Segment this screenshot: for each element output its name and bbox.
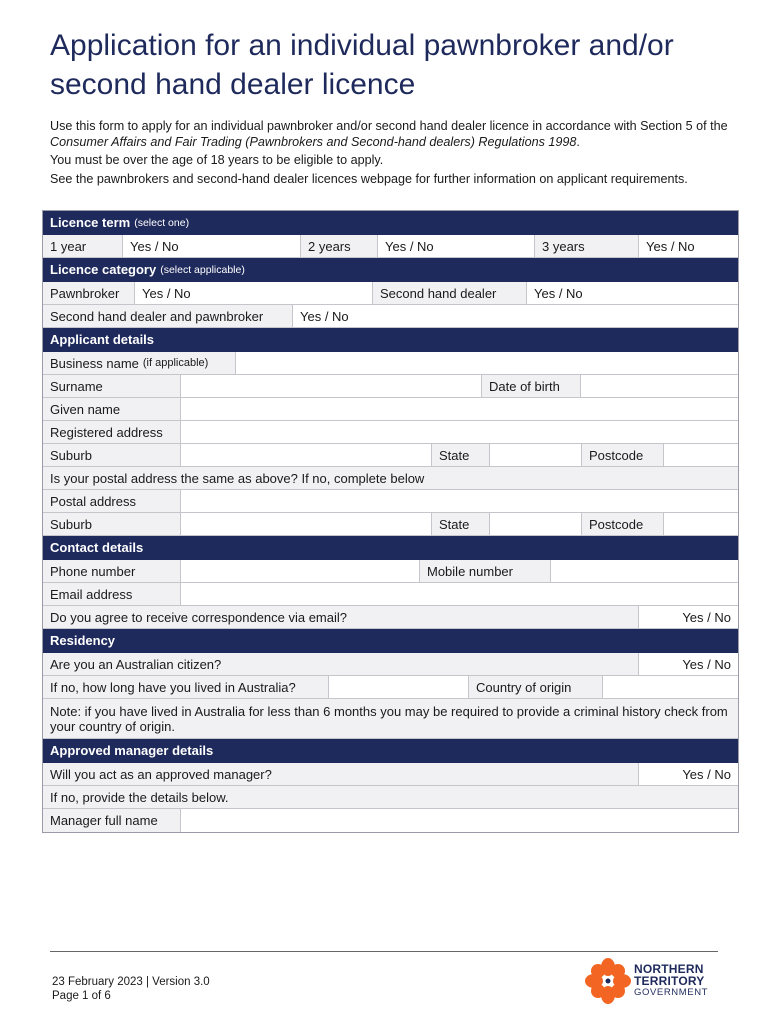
- desert-rose-icon: [584, 957, 632, 1005]
- business-name-field[interactable]: [236, 352, 738, 374]
- email-row: [43, 583, 738, 606]
- logo-line: NORTHERN: [634, 962, 704, 976]
- suburb-label: Suburb: [43, 444, 181, 466]
- section-header-manager: [43, 739, 738, 763]
- intro-text-part: Use this form to apply for an individual pawnbroker and/or second hand dealer licence in accordance with Section 5 of the: [50, 119, 728, 133]
- section-header-licence-category: [43, 258, 738, 282]
- postal-question-label: Is your postal address the same as above? If no, complete below: [43, 467, 738, 489]
- phone-number-label: Phone number: [43, 560, 181, 582]
- postal-state-label: State: [432, 513, 490, 535]
- term-3-years-label: 3 years: [535, 235, 639, 257]
- licence-category-row: [43, 282, 738, 305]
- postal-suburb-label: Suburb: [43, 513, 181, 535]
- postcode-field[interactable]: [664, 444, 738, 466]
- manager-name-row: [43, 809, 738, 832]
- phone-number-field[interactable]: [181, 560, 420, 582]
- residency-duration-row: [43, 676, 738, 699]
- postcode-label: Postcode: [582, 444, 664, 466]
- manager-full-name-field[interactable]: [181, 809, 738, 832]
- surname-field[interactable]: [181, 375, 482, 397]
- postal-suburb-row: [43, 513, 738, 536]
- citizen-choice[interactable]: Yes / No: [682, 656, 731, 672]
- regulation-name: Consumer Affairs and Fair Trading (Pawnbrokers and Second-hand dealers) Regulations 1998: [50, 134, 577, 149]
- section-header-applicant: [43, 328, 738, 352]
- intro-text: [50, 119, 730, 190]
- given-name-row: [43, 398, 738, 421]
- licence-term-row: [43, 235, 738, 258]
- manager-instruction-row: [43, 786, 738, 809]
- field-sublabel: (if applicable): [142, 357, 209, 369]
- email-address-field[interactable]: [181, 583, 738, 605]
- country-of-origin-field[interactable]: [603, 676, 738, 698]
- nt-government-logo: [584, 957, 724, 1007]
- citizen-row: [43, 653, 738, 676]
- email-consent-choice[interactable]: Yes / No: [682, 609, 731, 625]
- category-second-hand-label: Second hand dealer: [373, 282, 527, 304]
- licence-category-both-row: [43, 305, 738, 328]
- approved-manager-question: Will you act as an approved manager?: [43, 763, 639, 785]
- term-1-year-label: 1 year: [43, 235, 123, 257]
- registered-address-row: [43, 421, 738, 444]
- manager-instruction-label: If no, provide the details below.: [43, 786, 738, 808]
- footer: [52, 975, 210, 1003]
- field-label: Business name: [50, 355, 139, 371]
- footer-version: 23 February 2023 | Version 3.0: [52, 976, 210, 988]
- page-title: Application for an individual pawnbroker and/or second hand dealer licence: [50, 29, 674, 101]
- approved-manager-choice[interactable]: Yes / No: [682, 766, 731, 782]
- business-name-row: [43, 352, 738, 375]
- category-pawnbroker-choice[interactable]: Yes / No: [135, 282, 373, 304]
- intro-text-part: .: [576, 134, 580, 149]
- business-name-label: [43, 352, 236, 374]
- term-2-years-choice[interactable]: Yes / No: [378, 235, 535, 257]
- manager-full-name-label: Manager full name: [43, 809, 181, 832]
- phone-row: [43, 560, 738, 583]
- date-of-birth-field[interactable]: [581, 375, 738, 397]
- email-address-label: Email address: [43, 583, 181, 605]
- postal-address-row: [43, 490, 738, 513]
- country-of-origin-label: Country of origin: [469, 676, 603, 698]
- section-subtitle: (select applicable): [160, 263, 245, 276]
- postal-address-field[interactable]: [181, 490, 738, 512]
- logo-line: GOVERNMENT: [634, 987, 709, 998]
- term-2-years-label: 2 years: [301, 235, 378, 257]
- residency-note-row: [43, 699, 738, 739]
- postal-question-row: [43, 467, 738, 490]
- date-of-birth-label: Date of birth: [482, 375, 581, 397]
- section-header-residency: [43, 629, 738, 653]
- category-pawnbroker-label: Pawnbroker: [43, 282, 135, 304]
- postal-address-label: Postal address: [43, 490, 181, 512]
- intro-paragraph-regulations: [50, 119, 730, 150]
- application-form: [42, 210, 739, 833]
- email-consent-label: Do you agree to receive correspondence via email?: [43, 606, 639, 628]
- state-label: State: [432, 444, 490, 466]
- section-title: Approved manager details: [50, 743, 214, 758]
- section-title: Applicant details: [50, 332, 155, 347]
- mobile-number-label: Mobile number: [420, 560, 551, 582]
- category-second-hand-choice[interactable]: Yes / No: [534, 285, 583, 301]
- section-title: Licence category: [50, 262, 157, 277]
- section-subtitle: (select one): [134, 216, 190, 229]
- registered-address-field[interactable]: [181, 421, 738, 443]
- intro-paragraph-webpage: See the pawnbrokers and second-hand dealer licences webpage for further information on applicant requirements.: [50, 171, 688, 186]
- registered-address-label: Registered address: [43, 421, 181, 443]
- section-header-licence-term: [43, 211, 738, 235]
- footer-divider: [50, 951, 718, 952]
- surname-label: Surname: [43, 375, 181, 397]
- section-title: Residency: [50, 633, 116, 648]
- section-title: Contact details: [50, 540, 144, 555]
- category-both-choice[interactable]: Yes / No: [300, 308, 349, 324]
- category-both-label: Second hand dealer and pawnbroker: [43, 305, 293, 327]
- section-header-contact: [43, 536, 738, 560]
- residency-duration-field[interactable]: [329, 676, 469, 698]
- given-name-label: Given name: [43, 398, 181, 420]
- postal-suburb-field[interactable]: [181, 513, 432, 535]
- intro-paragraph-age: You must be over the age of 18 years to be eligible to apply.: [50, 153, 384, 167]
- logo-wordmark: [634, 963, 708, 999]
- footer-page-number: Page 1 of 6: [52, 990, 111, 1002]
- given-name-field[interactable]: [181, 398, 738, 420]
- term-1-year-choice[interactable]: Yes / No: [123, 235, 301, 257]
- section-title: Licence term: [50, 215, 131, 230]
- postal-postcode-field[interactable]: [664, 513, 738, 535]
- postal-state-field[interactable]: [490, 513, 582, 535]
- suburb-row: [43, 444, 738, 467]
- citizen-question-label: Are you an Australian citizen?: [43, 653, 639, 675]
- email-consent-row: [43, 606, 738, 629]
- mobile-number-field[interactable]: [551, 560, 738, 582]
- postal-postcode-label: Postcode: [582, 513, 664, 535]
- term-3-years-choice[interactable]: Yes / No: [646, 238, 695, 254]
- suburb-field[interactable]: [181, 444, 432, 466]
- residency-note: Note: if you have lived in Australia for less than 6 months you may be required to provide a criminal history check from your country of origin.: [43, 699, 738, 738]
- approved-manager-row: [43, 763, 738, 786]
- surname-row: [43, 375, 738, 398]
- logo-line: TERRITORY: [634, 974, 705, 988]
- state-field[interactable]: [490, 444, 582, 466]
- residency-duration-label: If no, how long have you lived in Australia?: [43, 676, 329, 698]
